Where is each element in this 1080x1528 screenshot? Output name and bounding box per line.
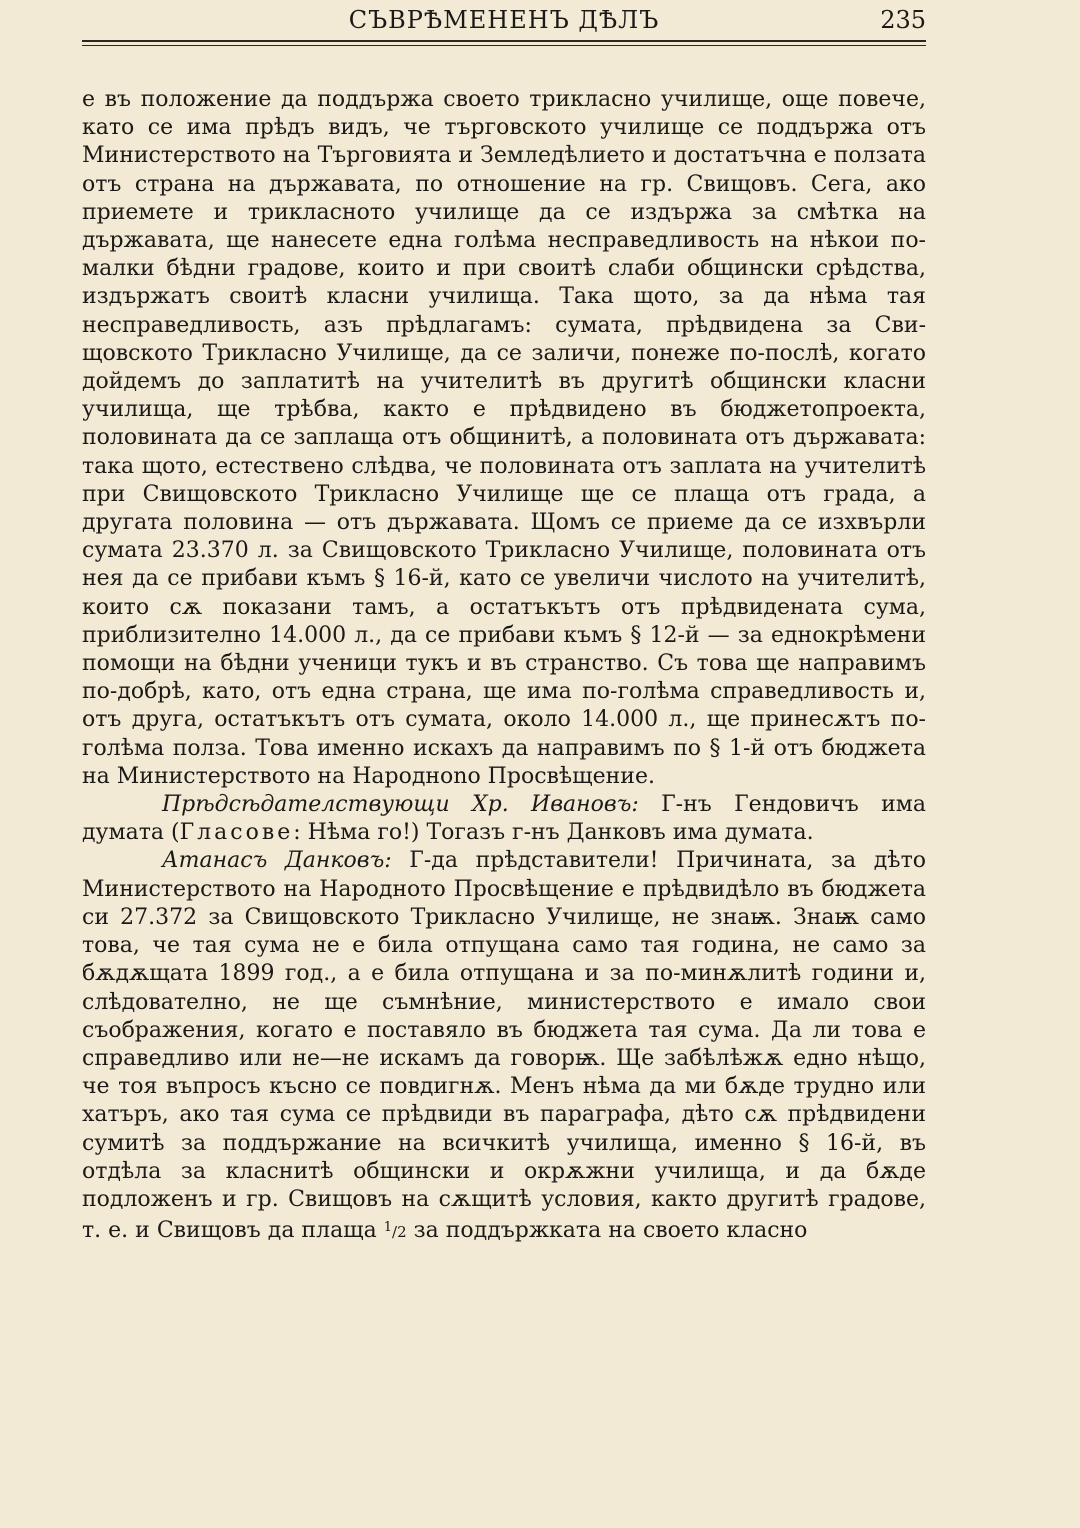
paragraph-text: : Нѣма го!) Тогазъ г-нъ Данковъ има думата. — [293, 820, 814, 846]
interjection-label: Гласове — [179, 820, 294, 846]
header-rule-thin — [82, 45, 926, 46]
fraction-denominator: /2 — [392, 1223, 407, 1242]
speaker-name: Прѣдсѣдателствующи Хр. Ивановъ: — [162, 792, 639, 818]
paragraph-1: е въ положение да поддържа своето трикласно училище, още повече, като се има прѣдъ видъ, че търговското училище се поддържа отъ Министерството на Търговията и Земледѣлието и достатъчна е ползата отъ страна на държавата, по отношение на гр. Свищовъ. Сега, ако приемете и трикласното училище да се издържа за смѣтка на държавата, ще нанесете една голѣма несправедливость на нѣкои по-малки бѣдни градове, които и при своитѣ слаби общински срѣдства, издържатъ своитѣ класни училища. Така щото, за да нѣма тая несправедливость, азъ прѣдлагамъ: сумата, прѣдвидена за Свищовското Трикласно Училище, да се заличи, понеже по-послѣ, когато дойдемъ до заплатитѣ на учителитѣ въ другитѣ общински класни училища, ще трѣбва, както е прѣдвидено въ бюджетопроекта, половината да се заплаща отъ общинитѣ, а половината отъ държавата: така щото, естествено слѣдва, че половината отъ заплата на учителитѣ при Свищовското Трикласно Училище ще се плаща отъ града, а другата половина — отъ държавата. Щомъ се приеме да се изхвърли сумата 23.370 л. за Свищовското Трикласно Училище, половината отъ нея да се прибави къмъ § 16-й, като се увеличи числото на учителитѣ, които сѫ показани тамъ, а остатъкътъ отъ прѣдвидената сума, приблизително 14.000 л., да се прибави къмъ § 12-й — за еднокрѣмени помощи на бѣдни ученици тукъ и въ странство. Съ това ще направимъ по-добрѣ, като, отъ една страна, ще има по-голѣма справедливость и, отъ друга, остатъкътъ отъ сумата, около 14.000 л., ще принесѫтъ по-голѣма полза. Това именно искахъ да направимъ по § 1-й отъ бюджета на Министерството на Народнono Просвѣщение. — [82, 87, 926, 789]
paragraph-2 — [82, 791, 926, 847]
header-rule — [82, 40, 926, 42]
fraction-numerator: 1 — [383, 1220, 393, 1236]
paragraph-text: Г-нъ Гендовичъ има думата ( — [82, 792, 926, 846]
page-header — [82, 4, 926, 36]
running-title: СЪВРѢМЕНЕНЪ ДѢЛЪ — [348, 6, 660, 34]
fraction — [383, 1220, 407, 1242]
paragraph-3 — [82, 847, 926, 1246]
paragraph-text: Г-да прѣдставители! Причината, за дѣто Министерството на Народното Просвѣщение е прѣдвидѣло въ бюджета си 27.372 за Свищовското Трикласно Училище, не знаѭ. Знаѭ само това, че тая сума не е била отпущана само тая година, не само за бѫдѫщата 1899 год., а е била отпущана и за по-минѫлитѣ години и, слѣдователно, не ще съмнѣние, министерството е имало свои съображения, когато е поставяло въ бюджета тая сума. Да ли това е справедливо или не—не искамъ да говорѭ. Ще забѣлѣжѫ едно нѣщо, че тоя въпросъ късно се повдигнѫ. Менъ нѣма да ми бѫде трудно или хатъръ, ако тая сума се прѣдвиди въ параграфа, дѣто сѫ прѣдвидени сумитѣ за поддържание на всичкитѣ училища, именно § 16-й, въ отдѣла за класнитѣ общински и окрѫжни училища, и да бѫде подложенъ и гр. Свищовъ на сѫщитѣ условия, както другитѣ градове, т. е. и Свищовъ да плаща — [82, 848, 926, 1244]
page-number: 235 — [880, 6, 926, 34]
speaker-name: Атанасъ Данковъ: — [162, 848, 392, 874]
body-text — [82, 86, 926, 1246]
paragraph-text: за поддържката на своето класно — [406, 1218, 808, 1244]
